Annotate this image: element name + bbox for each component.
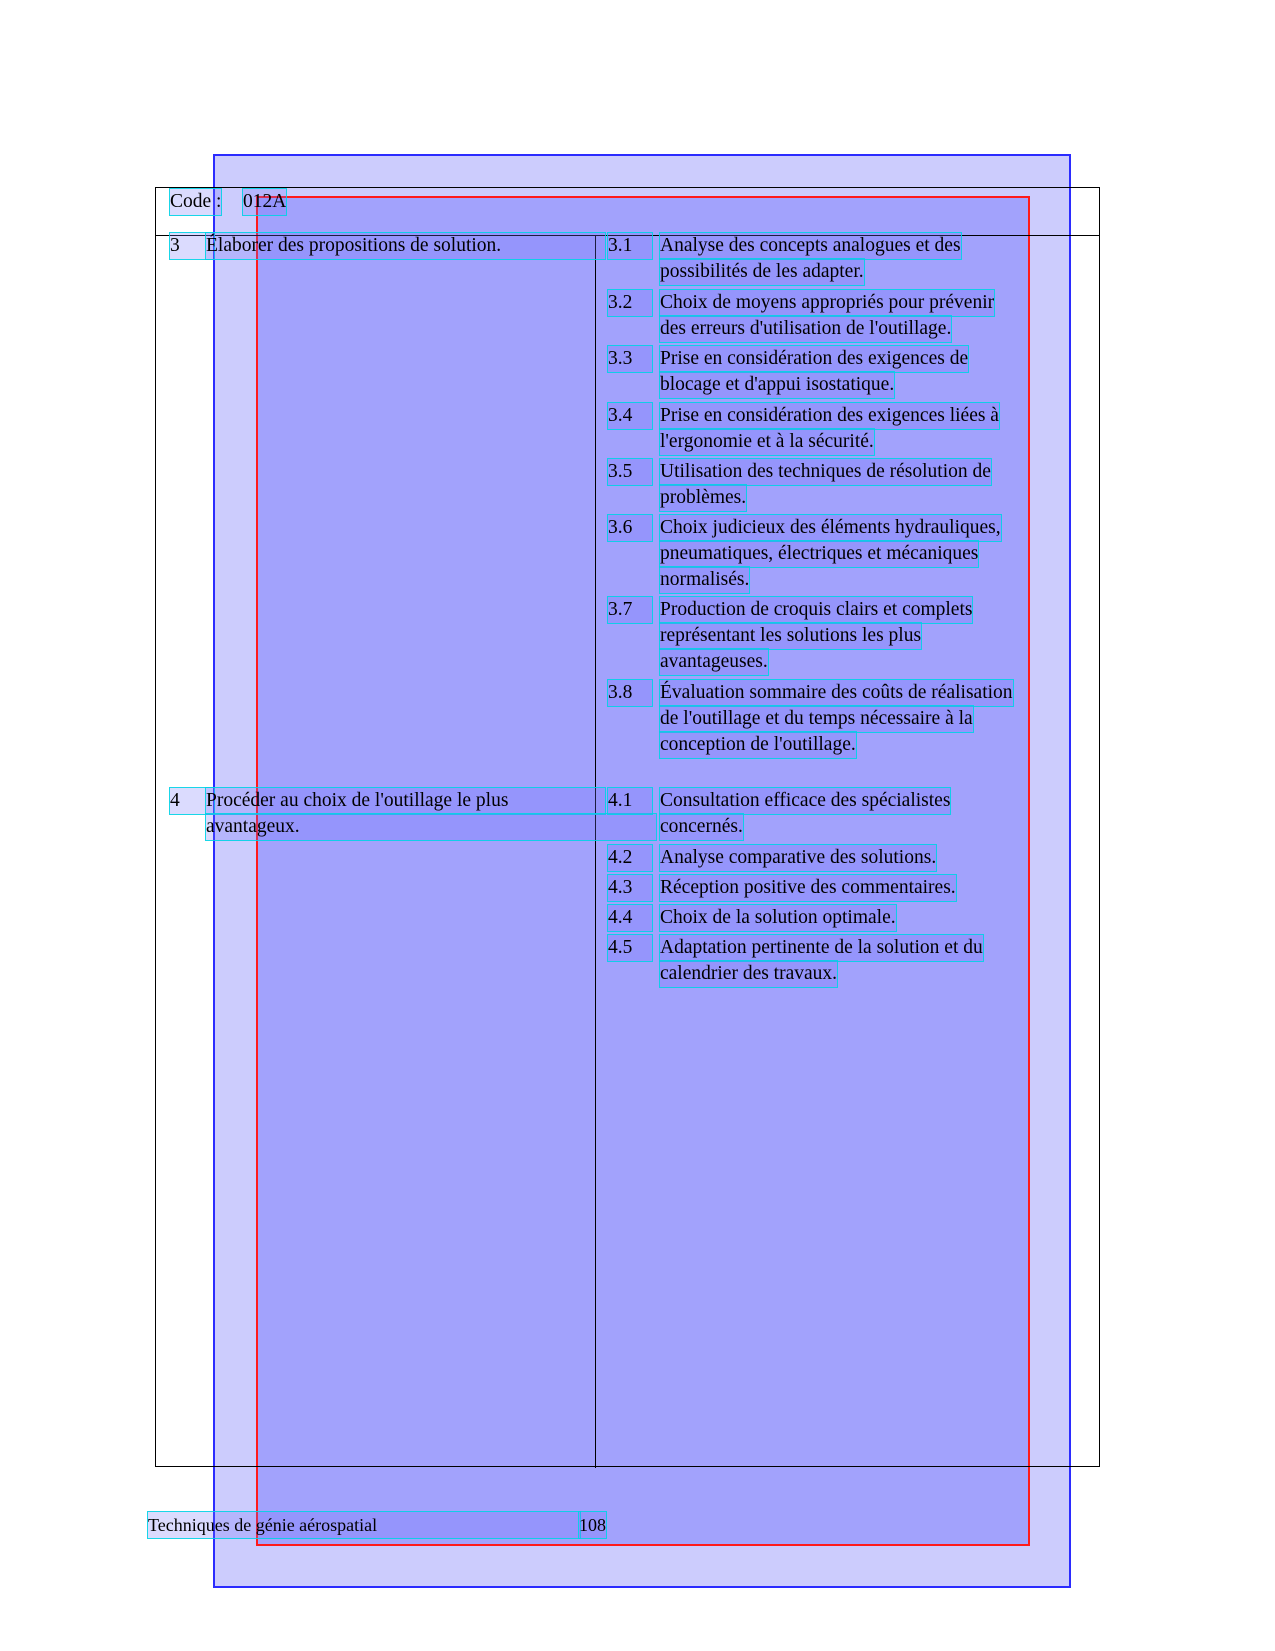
criterion-number: 3.7	[608, 597, 652, 623]
criterion-text: blocage et d'appui isostatique.	[660, 372, 894, 398]
criterion-number: 3.3	[608, 346, 652, 372]
criterion-text: des erreurs d'utilisation de l'outillage.	[660, 316, 951, 342]
criterion-text: l'ergonomie et à la sécurité.	[660, 429, 874, 455]
criterion-text: de l'outillage et du temps nécessaire à la	[660, 706, 973, 732]
criterion-text: Choix judicieux des éléments hydrauliques,	[660, 515, 1001, 541]
criterion-text: normalisés.	[660, 567, 749, 593]
criterion-text: représentant les solutions les plus	[660, 623, 921, 649]
code-row	[156, 188, 1099, 236]
element-text: avantageux.	[206, 814, 656, 840]
criterion-text: possibilités de les adapter.	[660, 259, 864, 285]
criterion-text: Analyse des concepts analogues et des	[660, 233, 961, 259]
criterion-text: calendrier des travaux.	[660, 961, 837, 987]
criterion-text: Évaluation sommaire des coûts de réalisation	[660, 680, 1013, 706]
criterion-number: 4.5	[608, 935, 652, 961]
element-number: 4	[170, 788, 214, 814]
criterion-number: 3.1	[608, 233, 652, 259]
criterion-number: 3.6	[608, 515, 652, 541]
criterion-number: 4.1	[608, 788, 652, 814]
criterion-text: Utilisation des techniques de résolution de	[660, 459, 991, 485]
criterion-text: Adaptation pertinente de la solution et du	[660, 935, 983, 961]
element-number: 3	[170, 233, 214, 259]
criterion-number: 3.8	[608, 680, 652, 706]
criterion-text: Prise en considération des exigences de	[660, 346, 968, 372]
criterion-number: 3.2	[608, 290, 652, 316]
code-label: Code :	[170, 189, 221, 215]
criterion-text: Choix de moyens appropriés pour prévenir	[660, 290, 994, 316]
criterion-text: concernés.	[660, 814, 743, 840]
criterion-number: 4.2	[608, 845, 652, 871]
criterion-text: Consultation efficace des spécialistes	[660, 788, 950, 814]
criterion-text: problèmes.	[660, 485, 746, 511]
criterion-text: avantageuses.	[660, 649, 768, 675]
criterion-number: 4.4	[608, 905, 652, 931]
element-text: Élaborer des propositions de solution.	[206, 233, 605, 259]
criterion-number: 3.5	[608, 459, 652, 485]
criterion-number: 3.4	[608, 403, 652, 429]
criterion-text: Prise en considération des exigences liées à	[660, 403, 999, 429]
criterion-text: Réception positive des commentaires.	[660, 875, 956, 901]
footer-page-number: 108	[579, 1512, 606, 1538]
criterion-text: pneumatiques, électriques et mécaniques	[660, 541, 978, 567]
criterion-text: conception de l'outillage.	[660, 732, 856, 758]
criterion-number: 4.3	[608, 875, 652, 901]
element-text: Procéder au choix de l'outillage le plus	[206, 788, 605, 814]
criterion-text: Production de croquis clairs et complets	[660, 597, 972, 623]
footer-program: Techniques de génie aérospatial	[148, 1512, 580, 1538]
criterion-text: Choix de la solution optimale.	[660, 905, 896, 931]
code-value: 012A	[243, 189, 286, 215]
criterion-text: Analyse comparative des solutions.	[660, 845, 936, 871]
column-divider	[595, 236, 596, 1468]
